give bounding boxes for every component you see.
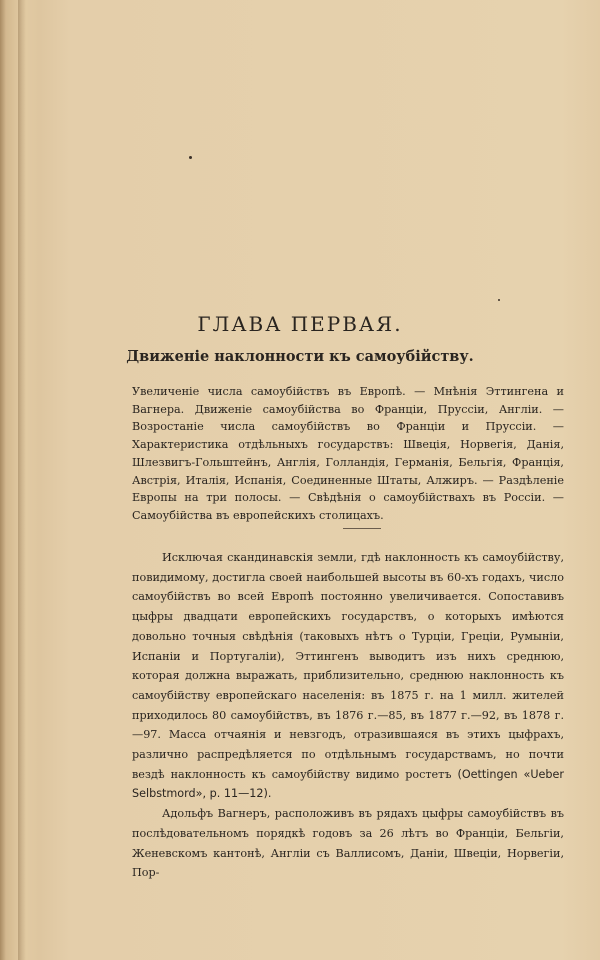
chapter-subtitle: Движеніе наклонности къ самоубійству. bbox=[126, 348, 474, 365]
ink-speck bbox=[498, 299, 500, 301]
page-fold-shadow bbox=[18, 0, 26, 960]
body-text bbox=[132, 548, 564, 883]
chapter-summary: Увеличеніе числа самоубійствъ въ Европѣ. — Мнѣнія Эттингена и Вагнера. Движеніе самоубійства во Франціи, Пруссіи, Англіи. — Возростаніе числа самоубійствъ во Франціи и Пруссіи. — Характеристика отдѣльныхъ государствъ: Швеція, Норвегія, Данія, Шлезвигъ-Гольштейнъ, Англія, Голландія, Германія, Бельгія, Франція, Австрія, Италія, Испанія, Соединенные Штаты, Алжиръ. — Раздѣленіе Европы на три полосы. — Свѣдѣнія о самоубійствахъ въ Россіи. — Самоубійства въ европейскихъ столицахъ. bbox=[132, 385, 564, 522]
ink-speck bbox=[189, 156, 192, 159]
paragraph-1-text: Исключая скандинавскія земли, гдѣ наклонность къ самоубійству, повидимому, достигла своей наибольшей высоты въ 60-хъ годахъ, число самоубійствъ во всей Европѣ постоянно увеличивается. Сопоставивъ цыфры двадцати европейскихъ государствъ, о которыхъ имѣются довольно точныя свѣдѣнія (таковыхъ нѣтъ о Турціи, Греціи, Румыніи, Испаніи и Португаліи), Эттингенъ выводитъ изъ нихъ среднюю, которая должна выражать, приблизительно, среднюю наклонность къ самоубійству европейскаго населенія: въ 1875 г. на 1 милл. жителей приходилось 80 самоубійствъ, въ 1876 г.—85, въ 1877 г.—92, въ 1878 г.—97. Масса отчаянія и невзгодъ, отразившаяся въ этихъ цыфрахъ, различно распредѣляется по отдѣльнымъ государствамъ, но почти вездѣ наклонность къ самоубійству видимо ростетъ bbox=[132, 551, 564, 781]
section-divider bbox=[343, 528, 381, 529]
paragraph-1 bbox=[132, 548, 564, 804]
citation: (Oettingen «Ueber Selbstmord», p. 11—12). bbox=[132, 767, 564, 801]
paragraph-2: Адольфъ Вагнеръ, расположивъ въ рядахъ цыфры самоубійствъ въ послѣдовательномъ порядкѣ годовъ за 26 лѣтъ во Франціи, Бельгіи, Женевскомъ кантонѣ, Англіи съ Валлисомъ, Даніи, Швеціи, Норвегіи, Пор- bbox=[132, 807, 564, 880]
chapter-title: ГЛАВА ПЕРВАЯ. bbox=[197, 312, 403, 336]
